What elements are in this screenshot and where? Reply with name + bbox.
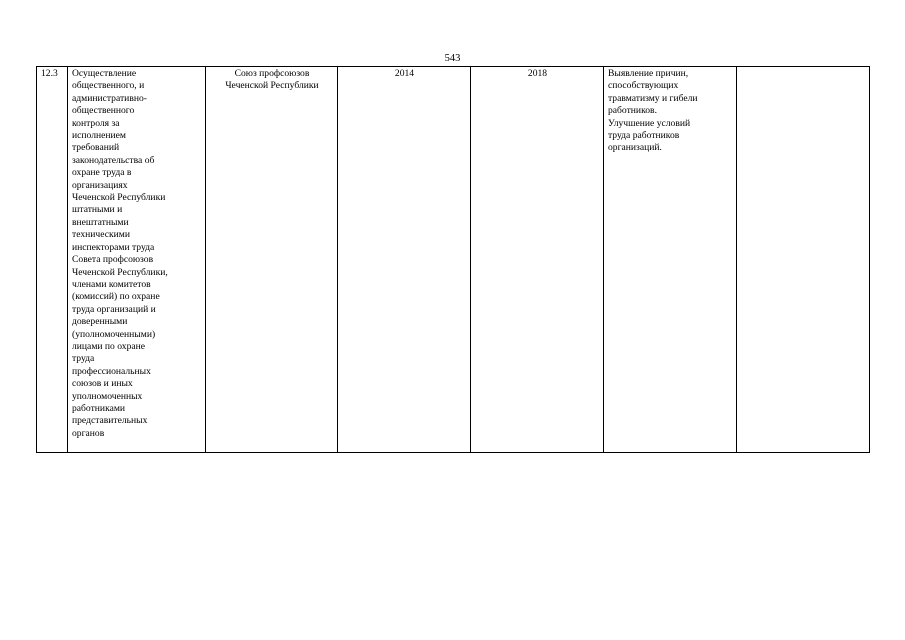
- text-line: (уполномоченными): [72, 328, 156, 340]
- text-line: союзов и иных: [72, 378, 133, 390]
- measures-table: [36, 66, 870, 453]
- text-line: исполнением: [72, 130, 126, 142]
- action-cell: [68, 67, 206, 453]
- text-line: членами комитетов: [72, 278, 151, 290]
- text-line: способствующих: [608, 80, 679, 92]
- text-line: Чеченской Республики,: [72, 266, 168, 278]
- text-line: инспекторами труда: [72, 241, 155, 253]
- text-line: Чеченской Республики: [225, 80, 319, 92]
- empty-cell: [737, 67, 870, 453]
- text-line: лицами по охране: [72, 340, 146, 352]
- text-line: представительных: [72, 415, 148, 427]
- text-line: законодательства об: [72, 154, 155, 166]
- text-line: Союз профсоюзов: [234, 68, 310, 79]
- text-line: доверенными: [72, 316, 128, 328]
- text-line: Улучшение условий: [608, 117, 691, 129]
- page-number: 543: [444, 53, 461, 64]
- text-line: техническими: [72, 229, 130, 241]
- text-line: работниками: [72, 402, 126, 414]
- text-line: внештатными: [72, 216, 129, 228]
- text-line: профессиональных: [72, 365, 151, 377]
- text-line: общественного: [72, 105, 135, 117]
- text-line: труда работников: [608, 130, 680, 142]
- item-number-cell: 12.3: [37, 67, 68, 453]
- text-line: Совета профсоюзов: [72, 254, 154, 266]
- start-year-cell: 2014: [338, 67, 471, 453]
- text-line: Чеченской Республики: [72, 192, 166, 204]
- text-line: работников.: [608, 105, 657, 117]
- text-line: травматизму и гибели: [608, 92, 698, 104]
- table-row: [37, 67, 870, 453]
- text-line: труда: [72, 353, 95, 365]
- text-line: Осуществление: [72, 68, 137, 79]
- text-line: охране труда в: [72, 167, 132, 179]
- text-line: органов: [72, 427, 105, 439]
- end-year-cell: 2018: [471, 67, 604, 453]
- text-line: штатными и: [72, 204, 123, 216]
- expected-result-cell: [604, 67, 737, 453]
- executor-cell: [206, 67, 338, 453]
- text-line: контроля за: [72, 117, 120, 129]
- text-line: (комиссий) по охране: [72, 291, 160, 303]
- text-line: организациях: [72, 179, 128, 191]
- text-line: труда организаций и: [72, 303, 156, 315]
- text-line: административно-: [72, 92, 147, 104]
- text-line: требований: [72, 142, 120, 154]
- text-line: организаций.: [608, 142, 662, 154]
- text-line: Выявление причин,: [608, 68, 689, 79]
- text-line: общественного, и: [72, 80, 145, 92]
- text-line: уполномоченных: [72, 390, 143, 402]
